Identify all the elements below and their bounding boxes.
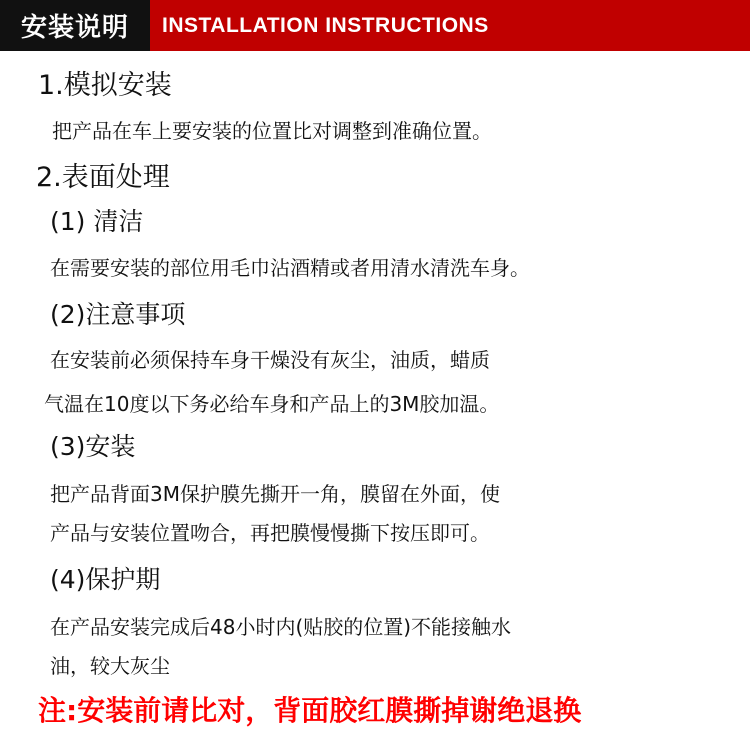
warning-notice: 注:安装前请比对，背面胶红膜撕掉谢绝退换 (38, 694, 582, 727)
header-title-chinese: 安装说明 (0, 0, 150, 51)
subsection-3-text-line-2: 产品与安装位置吻合，再把膜慢慢撕下按压即可。 (50, 521, 490, 545)
subsection-2-text-line-1: 在安装前必须保持车身干燥没有灰尘，油质，蜡质 (50, 348, 490, 372)
subsection-1-text: 在需要安装的部位用毛巾沾酒精或者用清水清洗车身。 (50, 256, 530, 280)
section-1-text: 把产品在车上要安装的位置比对调整到准确位置。 (52, 119, 492, 143)
subsection-2-title: (2)注意事项 (50, 300, 186, 329)
header-bar (0, 0, 750, 51)
subsection-3-text-line-1: 把产品背面3M保护膜先撕开一角，膜留在外面，使 (50, 482, 500, 506)
subsection-3-title: (3)安装 (50, 432, 136, 461)
subsection-1-title: (1) 清洁 (50, 207, 144, 236)
section-1-title: 1.模拟安装 (38, 70, 172, 101)
subsection-4-text-line-2: 油，较大灰尘 (50, 654, 170, 678)
section-2-title: 2.表面处理 (36, 162, 170, 193)
subsection-4-title: (4)保护期 (50, 565, 161, 594)
subsection-4-text-line-1: 在产品安装完成后48小时内(贴胶的位置)不能接触水 (50, 615, 512, 639)
header-title-english: INSTALLATION INSTRUCTIONS (150, 0, 750, 51)
subsection-2-text-line-2: 气温在10度以下务必给车身和产品上的3M胶加温。 (44, 392, 500, 416)
